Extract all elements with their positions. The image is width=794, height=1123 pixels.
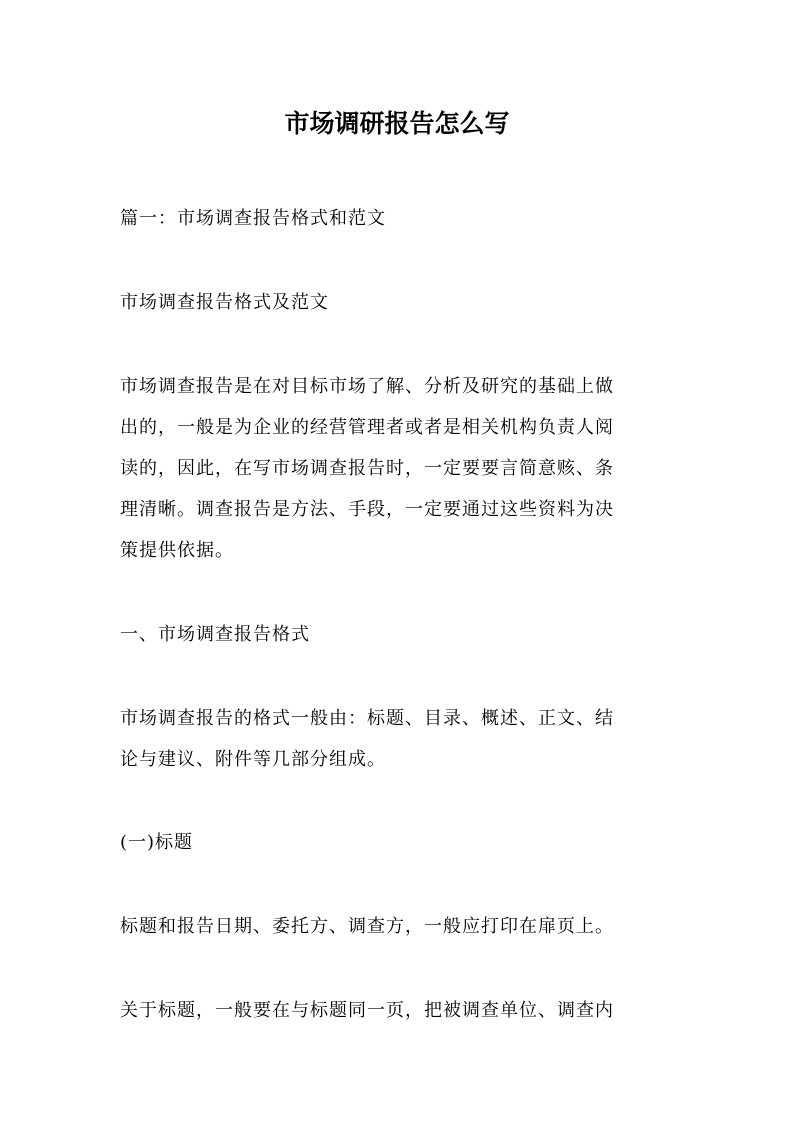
text-line: 市场调查报告是在对目标市场了解、分析及研究的基础上做	[120, 376, 614, 397]
text-line: 论与建议、附件等几部分组成。	[120, 749, 386, 770]
document-title: 市场调研报告怎么写	[284, 109, 510, 138]
text-line: 一、市场调查报告格式	[120, 624, 310, 645]
text-line: 标题和报告日期、委托方、调查方，一般应打印在扉页上。	[120, 916, 614, 937]
text-line: 关于标题，一般要在与标题同一页，把被调查单位、调查内	[120, 1000, 614, 1021]
text-line: 篇一：市场调查报告格式和范文	[120, 208, 386, 229]
format-description-paragraph	[120, 698, 680, 780]
text-line: 读的，因此，在写市场调查报告时，一定要要言简意赅、条	[120, 458, 614, 479]
text-line: 策提供依据。	[120, 540, 234, 561]
text-line: 出的，一般是为企业的经营管理者或者是相关机构负责人阅	[120, 417, 614, 438]
text-line: 市场调查报告的格式一般由：标题、目录、概述、正文、结	[120, 708, 614, 729]
about-title-paragraph	[120, 990, 680, 1031]
subheading-title	[120, 822, 680, 863]
text-line: 市场调查报告格式及范文	[120, 292, 329, 313]
title-page-paragraph	[120, 906, 680, 947]
section-heading-report-format	[120, 614, 680, 655]
text-line: (一)标题	[120, 832, 194, 853]
subtitle-format-and-sample	[120, 282, 680, 323]
intro-paragraph	[120, 366, 680, 571]
section-heading-part-one	[120, 198, 680, 239]
text-line: 理清晰。调查报告是方法、手段，一定要通过这些资料为决	[120, 499, 614, 520]
